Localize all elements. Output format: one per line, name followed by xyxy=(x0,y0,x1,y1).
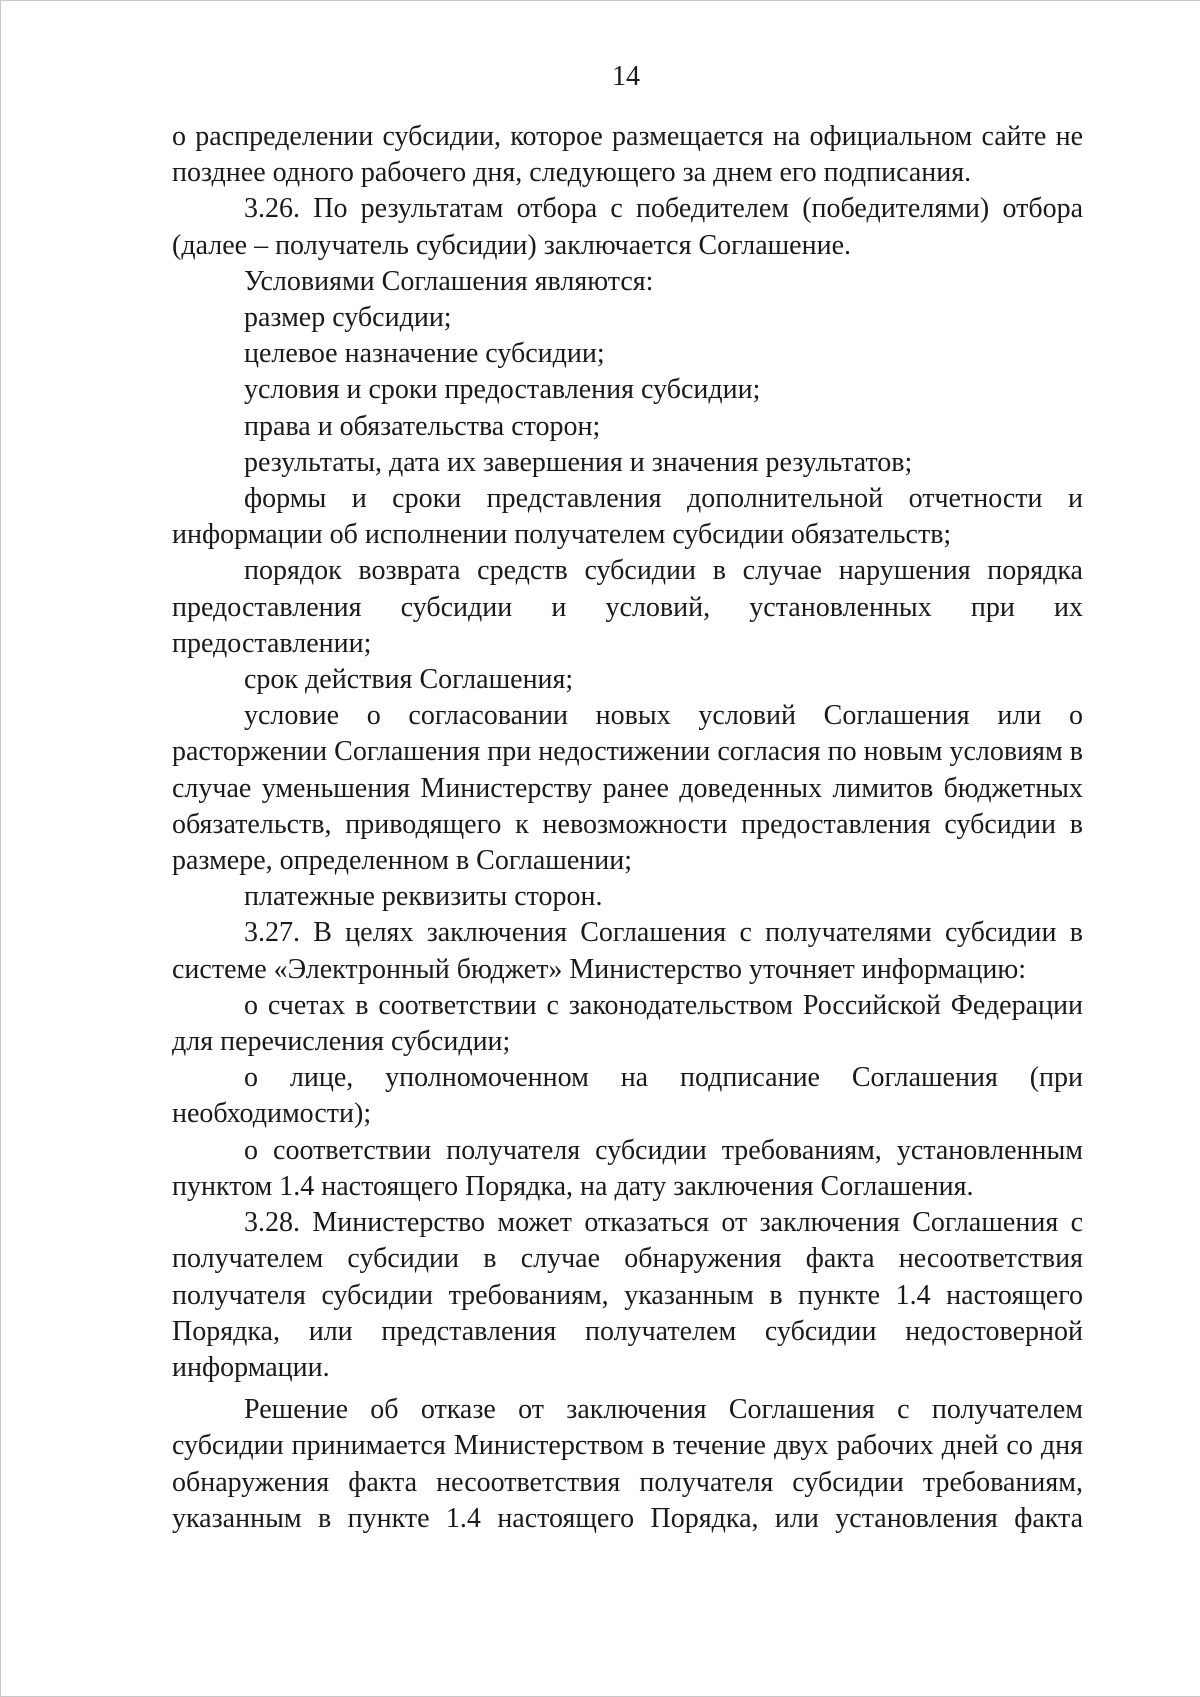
paragraph: условие о согласовании новых условий Соглашения или о расторжении Соглашения при недостижении согласия по новым условиям в случае уменьшения Министерству ранее доведенных лимитов бюджетных обязательств, приводящего к невозможности предоставления субсидии в размере, определенном в Соглашении; xyxy=(172,700,1083,877)
paragraph: целевое назначение субсидии; xyxy=(244,338,605,370)
paragraph: 3.28. Министерство может отказаться от заключения Соглашения с получателем субсидии в случае обнаружения факта несоответствия получателя субсидии требованиям, указанным в пункте 1.4 настоящего Порядка, или представления получателем субсидии недостоверной информации. xyxy=(172,1207,1083,1383)
paragraph: платежные реквизиты сторон. xyxy=(244,881,603,913)
paragraph: о счетах в соответствии с законодательством Российской Федерации для перечисления субсидии; xyxy=(172,989,1083,1058)
paragraph: результаты, дата их завершения и значения результатов; xyxy=(244,446,913,478)
paragraph: 3.27. В целях заключения Соглашения с получателями субсидии в системе «Электронный бюджет» Министерство уточняет информацию: xyxy=(172,917,1083,985)
paragraph: о распределении субсидии, которое размещается на официальном сайте не позднее одного рабочего дня, следующего за днем его подписания. xyxy=(172,121,1083,189)
paragraph: права и обязательства сторон; xyxy=(244,410,601,442)
paragraph: Решение об отказе от заключения Соглашения с получателем субсидии принимается Министерством в течение двух рабочих дней со дня обнаружения факта несоответствия получателя субсидии требованиям, указанным в пункте 1.4 настоящего Порядка, или установления факта xyxy=(172,1394,1083,1534)
paragraph: размер субсидии; xyxy=(244,302,452,334)
paragraph: Условиями Соглашения являются: xyxy=(244,265,654,297)
paragraph: срок действия Соглашения; xyxy=(244,664,574,696)
paragraph: о лице, уполномоченном на подписание Соглашения (при необходимости); xyxy=(172,1062,1083,1130)
paragraph: формы и сроки представления дополнительной отчетности и информации об исполнении получателем субсидии обязательств; xyxy=(172,483,1083,551)
page-number: 14 xyxy=(612,61,640,92)
document-body xyxy=(172,119,1083,1537)
paragraph: о соответствии получателя субсидии требованиям, установленным пунктом 1.4 настоящего Порядка, на дату заключения Соглашения. xyxy=(172,1134,1083,1202)
paragraph: 3.26. По результатам отбора с победителем (победителями) отбора (далее – получатель субсидии) заключается Соглашение. xyxy=(172,193,1083,261)
paragraph: условия и сроки предоставления субсидии; xyxy=(244,374,761,406)
paragraph: порядок возврата средств субсидии в случае нарушения порядка предоставления субсидии и условий, установленных при их предоставлении; xyxy=(172,555,1083,659)
